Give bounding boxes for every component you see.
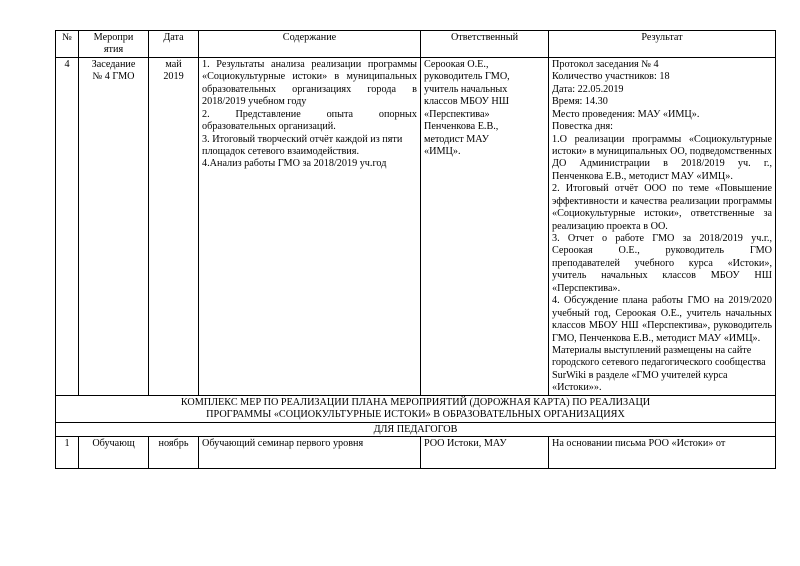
banner-row (56, 395, 776, 422)
result-line: Место проведения: МАУ «ИМЦ». (552, 108, 700, 120)
content-item: 3. Итоговый творческий отчёт каждой из пяти площадок сетевого взаимодействия. (202, 133, 403, 157)
banner-line-1: КОМПЛЕКС МЕР ПО РЕАЛИЗАЦИИ ПЛАНА МЕРОПРИЯТИЙ (ДОРОЖНАЯ КАРТА) ПО РЕАЛИЗАЦИ (180, 396, 651, 408)
result-line: Повестка дня: (552, 121, 613, 133)
result-line: Протокол заседания № 4 (552, 58, 659, 70)
column-header-responsible: Ответственный (421, 31, 549, 58)
table-row (56, 57, 776, 395)
responsible-line: методист МАУ (424, 133, 489, 145)
column-header-content: Содержание (199, 31, 421, 58)
responsible-line: руководитель ГМО, (424, 71, 510, 83)
table-header-row (56, 31, 776, 58)
cell-date-line2: 2019 (163, 71, 184, 83)
cell-date: ноябрь (149, 437, 199, 469)
cell-content: Обучающий семинар первого уровня (199, 437, 421, 469)
result-item: Материалы выступлений размещены на сайте городского сетевого педагогического сообщества SurWiki в разделе «ГМО учителей курса «Истоки»». (552, 344, 766, 394)
result-item: 3. Отчет о работе ГМО за 2018/2019 уч.г., Сероокая О.Е., руководитель ГМО преподавателей учебного курса «Истоки», учитель начальных классов МБОУ НШ «Перспектива». (552, 233, 772, 294)
banner-subtitle: ДЛЯ ПЕДАГОГОВ (56, 422, 776, 436)
content-item: 2. Представление опыта опорных образовательных организаций. (202, 108, 417, 133)
cell-number: 1 (56, 437, 79, 469)
cell-event (79, 57, 149, 395)
responsible-line: классов МБОУ НШ (424, 96, 510, 108)
result-item: 4. Обсуждение плана работы ГМО на 2019/2020 учебный год, Сероокая О.Е., учитель начальных классов МБОУ НШ «Перспектива», руководитель ГМО, Пенченкова Е.В., методист МАУ «ИМЦ». (552, 295, 772, 344)
result-item: 1.О реализации программы «Социокультурные истоки» в муниципальных ОО, подведомственных ДО Администрации в 2018/2019 уч. г., Пенченкова Е.В., методист МАУ «ИМЦ». (552, 133, 772, 182)
result-line: Время: 14.30 (552, 96, 608, 108)
content-item: 1. Результаты анализа реализации программы «Социокультурные истоки» в муниципальных образовательных организациях города в 2018/2019 учебном году (202, 58, 417, 108)
cell-event-line2: № 4 ГМО (92, 71, 135, 83)
banner-line-2: ПРОГРАММЫ «СОЦИОКУЛЬТУРНЫЕ ИСТОКИ» В ОБРАЗОВАТЕЛЬНЫХ ОРГАНИЗАЦИЯХ (206, 409, 625, 421)
banner-heading (56, 395, 776, 422)
responsible-line: «Перспектива» (424, 108, 490, 120)
banner-subtitle-row (56, 422, 776, 436)
cell-date (149, 57, 199, 395)
content-item: 4.Анализ работы ГМО за 2018/2019 уч.год (202, 158, 387, 170)
cell-date-line1: май (165, 58, 182, 70)
cell-event: Обучающ (79, 437, 149, 469)
cell-responsible: РОО Истоки, МАУ (421, 437, 549, 469)
cell-result (549, 57, 776, 395)
cell-content (199, 57, 421, 395)
column-header-event (79, 31, 149, 58)
column-header-event-line2: ятия (103, 44, 124, 56)
column-header-result: Результат (549, 31, 776, 58)
result-line: Количество участников: 18 (552, 71, 670, 83)
cell-responsible (421, 57, 549, 395)
responsible-line: Сероокая О.Е., (424, 58, 489, 70)
column-header-event-line1: Меропри (93, 32, 134, 43)
responsible-line: Пенченкова Е.В., (424, 121, 499, 133)
responsible-line: «ИМЦ». (424, 145, 461, 157)
column-header-date: Дата (149, 31, 199, 58)
column-header-number: № (56, 31, 79, 58)
result-item: 2. Итоговый отчёт ООО по теме «Повышение эффективности и качества реализации программы «Социокультурные истоки», ответственные за реализацию проекта в ОО. (552, 183, 772, 232)
plan-table (55, 30, 776, 469)
responsible-line: учитель начальных (424, 83, 508, 95)
cell-number: 4 (56, 57, 79, 395)
table-row (56, 437, 776, 469)
cell-result: На основании письма РОО «Истоки» от (549, 437, 776, 469)
cell-event-line1: Заседание (91, 58, 136, 70)
result-line: Дата: 22.05.2019 (552, 83, 624, 95)
